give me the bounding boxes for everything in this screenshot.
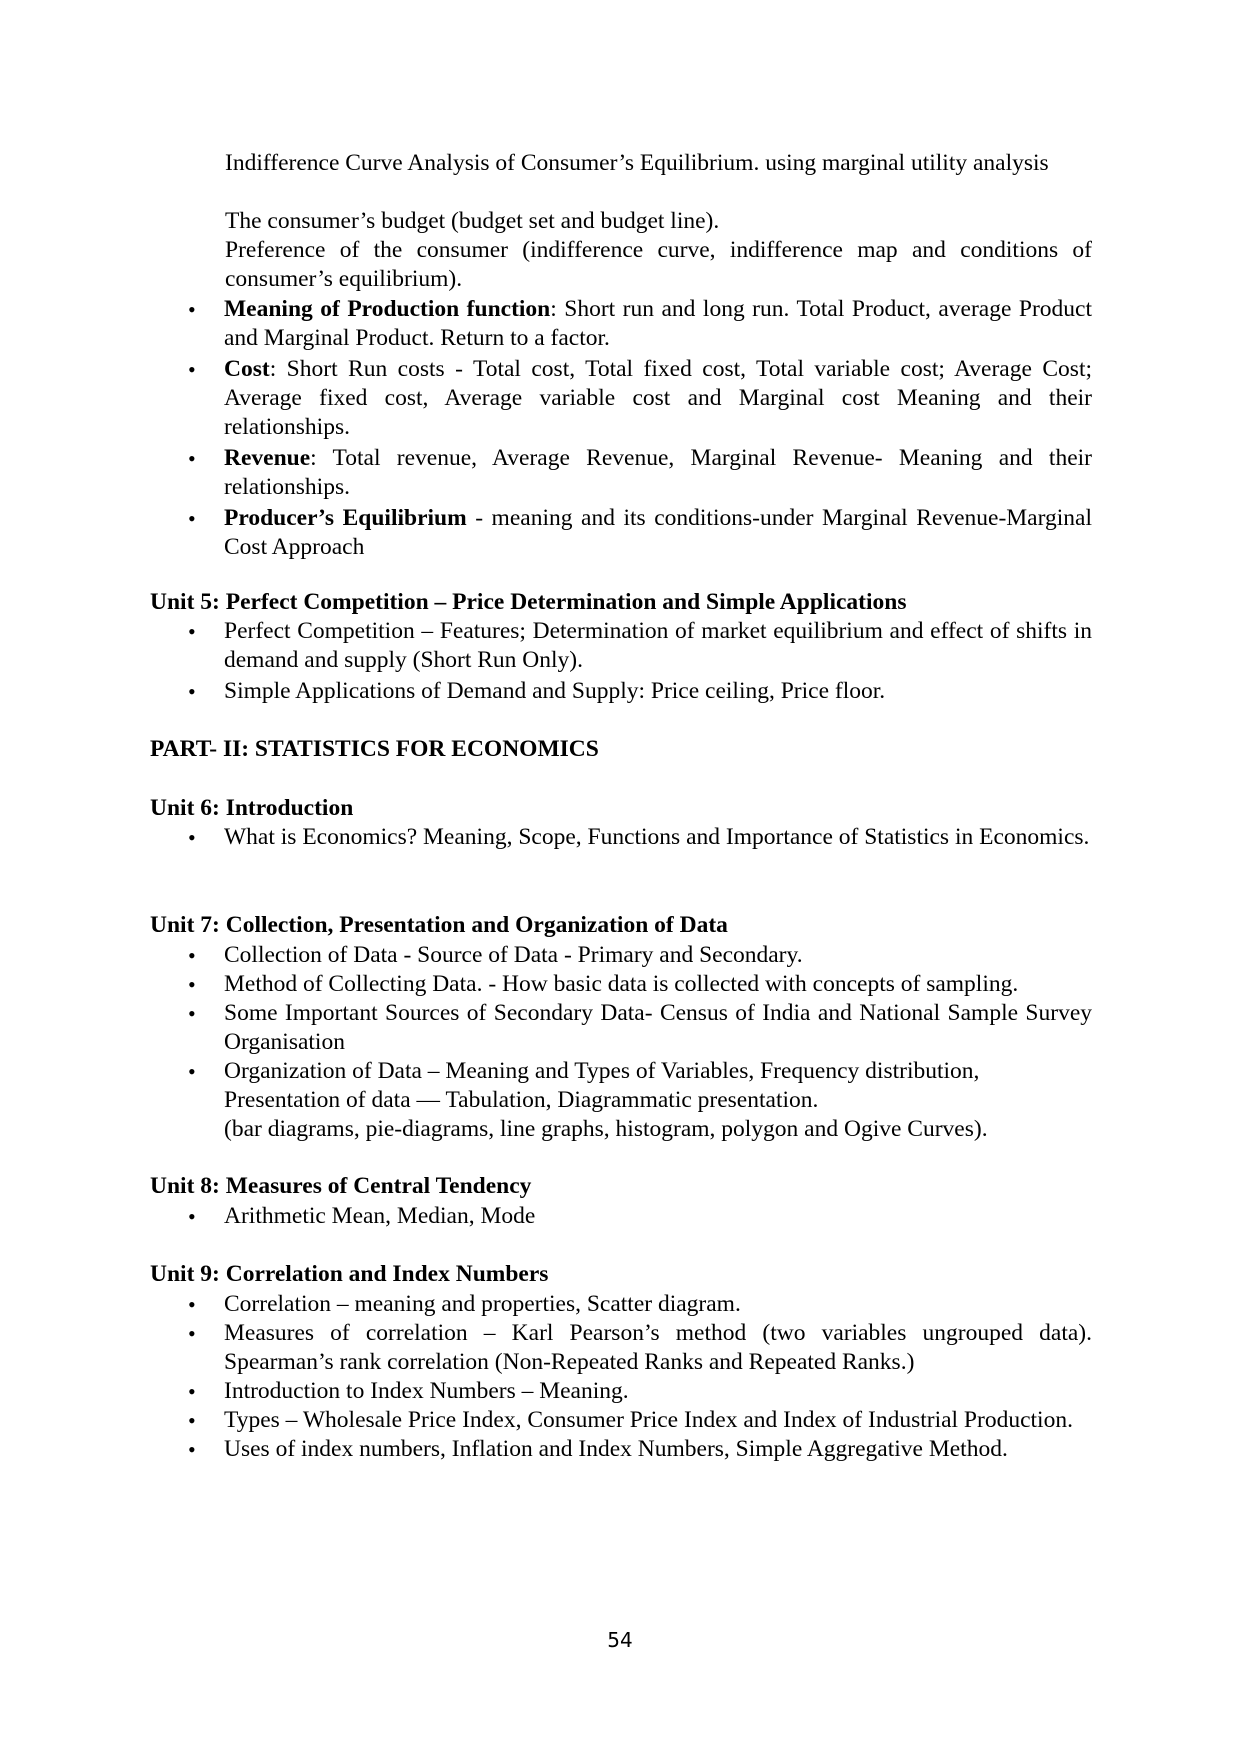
topic-description: - meaning and its conditions-under Marginal Revenue-Marginal Cost Approach [224, 505, 1092, 560]
topic-description: : Short run and long run. Total Product, average Product and Marginal Product. Return to a factor. [224, 296, 1092, 351]
bullet-icon: • [188, 943, 196, 968]
list-item [188, 1377, 1092, 1406]
unit9-heading: Unit 9: Correlation and Index Numbers [150, 1261, 549, 1287]
topic-description: : Short Run costs - Total cost, Total fixed cost, Total variable cost; Average Cost; Average fixed cost, Average variable cost and Marginal cost Meaning and their relationships. [224, 356, 1092, 440]
list-item [188, 941, 1092, 970]
topics-list [188, 295, 1092, 562]
topic-term: Meaning of Production function [224, 296, 551, 322]
list-item-text: Uses of index numbers, Inflation and Index Numbers, Simple Aggregative Method. [224, 1436, 1008, 1462]
list-item-text: Arithmetic Mean, Median, Mode [224, 1203, 536, 1229]
bullet-icon: • [188, 679, 196, 704]
topic-term: Producer’s Equilibrium [224, 505, 467, 531]
list-item-text: Collection of Data - Source of Data - Primary and Secondary. [224, 942, 803, 968]
list-item-text: Perfect Competition – Features; Determination of market equilibrium and effect of shifts in demand and supply (Short Run Only). [224, 618, 1092, 673]
list-item-text: Method of Collecting Data. - How basic data is collected with concepts of sampling. [224, 971, 1019, 997]
list-item [188, 617, 1092, 675]
list-item [188, 823, 1092, 852]
bullet-icon: • [188, 506, 196, 531]
bullet-icon: • [188, 1204, 196, 1229]
unit6-heading: Unit 6: Introduction [150, 795, 354, 821]
list-item [188, 1057, 1092, 1144]
list-item-text: Correlation – meaning and properties, Scatter diagram. [224, 1291, 741, 1317]
bullet-icon: • [188, 357, 196, 382]
org-line-3: (bar diagrams, pie-diagrams, line graphs, histogram, polygon and Ogive Curves). [224, 1116, 988, 1142]
bullet-icon: • [188, 446, 196, 471]
bullet-icon: • [188, 1379, 196, 1404]
list-item-text: Types – Wholesale Price Index, Consumer Price Index and Index of Industrial Production. [224, 1407, 1073, 1433]
bullet-icon: • [188, 972, 196, 997]
list-item-text: Simple Applications of Demand and Supply: Price ceiling, Price floor. [224, 678, 886, 704]
list-item [188, 444, 1092, 502]
list-item [188, 355, 1092, 442]
list-item-text: What is Economics? Meaning, Scope, Functions and Importance of Statistics in Economics. [224, 824, 1090, 850]
list-item-text: Introduction to Index Numbers – Meaning. [224, 1378, 629, 1404]
intro-paragraph-2: The consumer’s budget (budget set and budget line). [225, 208, 720, 234]
unit5-heading: Unit 5: Perfect Competition – Price Determination and Simple Applications [150, 589, 907, 615]
unit7-list [188, 941, 1092, 1144]
bullet-icon: • [188, 297, 196, 322]
page-number: 54 [607, 1628, 633, 1652]
intro-paragraph-1: Indifference Curve Analysis of Consumer’s Equilibrium. using marginal utility analysis [225, 150, 1049, 176]
list-item [188, 295, 1092, 353]
topic-term: Cost [224, 356, 270, 382]
list-item [188, 677, 1092, 706]
bullet-icon: • [188, 1059, 196, 1084]
list-item [188, 999, 1092, 1057]
unit6-list [188, 823, 1092, 852]
list-item [188, 1290, 1092, 1319]
bullet-icon: • [188, 1408, 196, 1433]
unit5-list [188, 617, 1092, 706]
intro-paragraph-3: Preference of the consumer (indifference curve, indifference map and conditions of consumer’s equilibrium). [225, 237, 1092, 292]
bullet-icon: • [188, 825, 196, 850]
list-item [188, 1319, 1092, 1377]
bullet-icon: • [188, 1001, 196, 1026]
unit8-list [188, 1202, 1092, 1231]
bullet-icon: • [188, 619, 196, 644]
bullet-icon: • [188, 1437, 196, 1462]
list-item [188, 970, 1092, 999]
unit7-heading: Unit 7: Collection, Presentation and Organization of Data [150, 912, 728, 938]
list-item-text: Some Important Sources of Secondary Data- Census of India and National Sample Survey Organisation [224, 1000, 1092, 1055]
bullet-icon: • [188, 1292, 196, 1317]
list-item [188, 1435, 1092, 1464]
org-line-1: Organization of Data – Meaning and Types of Variables, Frequency distribution, [224, 1058, 980, 1084]
topic-description: : Total revenue, Average Revenue, Marginal Revenue- Meaning and their relationships. [224, 445, 1092, 500]
unit9-list [188, 1290, 1092, 1464]
org-line-2: Presentation of data — Tabulation, Diagrammatic presentation. [224, 1087, 819, 1113]
list-item [188, 1406, 1092, 1435]
topic-term: Revenue [224, 445, 311, 471]
bullet-icon: • [188, 1321, 196, 1346]
list-item-text: Measures of correlation – Karl Pearson’s method (two variables ungrouped data). Spearman’s rank correlation (Non-Repeated Ranks and Repeated Ranks.) [224, 1320, 1092, 1375]
unit8-heading: Unit 8: Measures of Central Tendency [150, 1173, 532, 1199]
list-item [188, 1202, 1092, 1231]
part2-heading: PART- II: STATISTICS FOR ECONOMICS [150, 736, 599, 762]
list-item [188, 504, 1092, 562]
